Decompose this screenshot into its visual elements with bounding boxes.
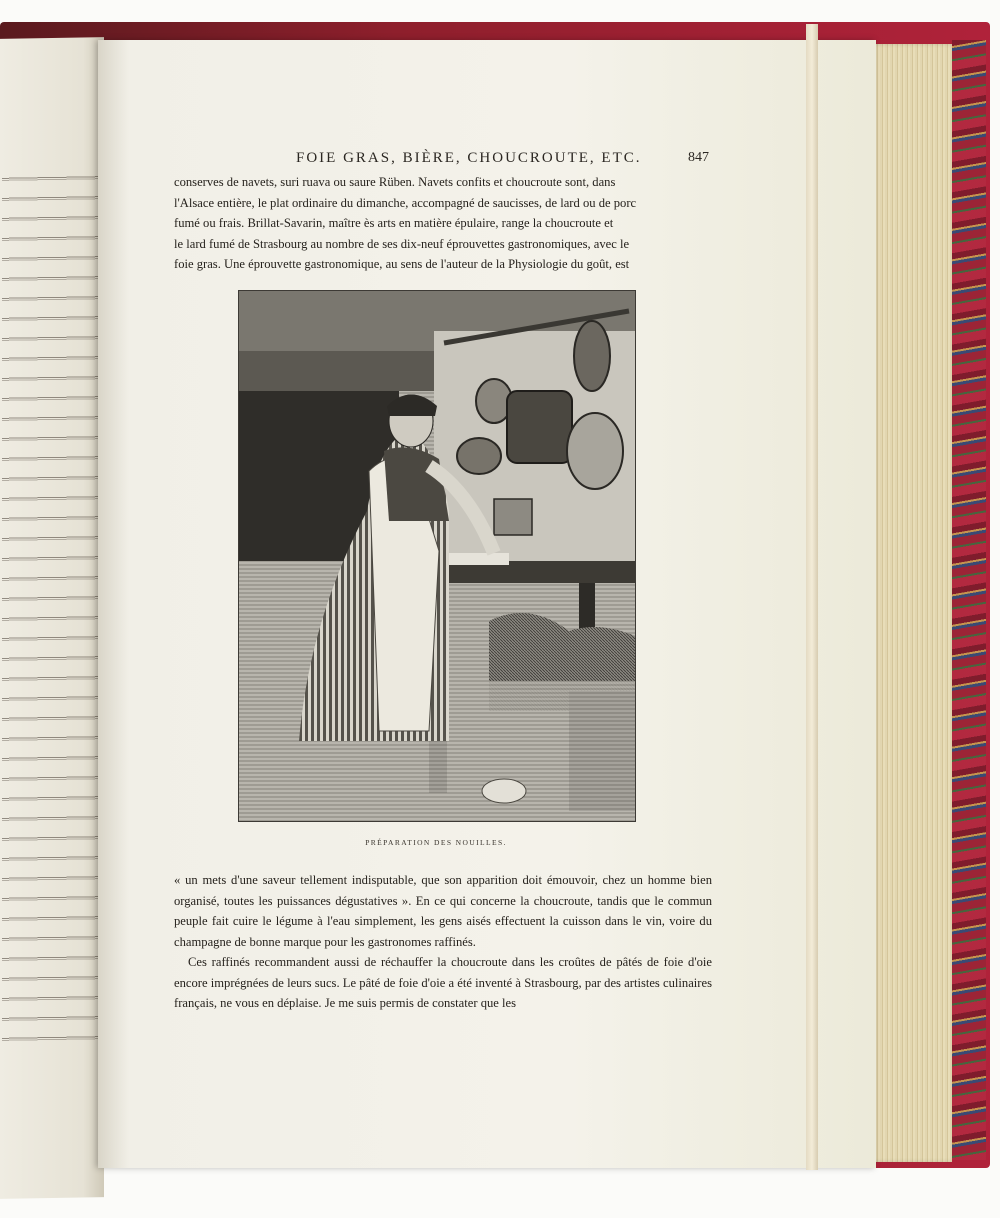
body-text-top (174, 172, 712, 275)
left-page-text-lines (2, 167, 98, 1049)
bookmark-ribbon (806, 24, 818, 1170)
text-line: foie gras. Une éprouvette gastronomique, au sens de l'auteur de la Physiologie du goût, est (174, 257, 630, 271)
running-head: FOIE GRAS, BIÈRE, CHOUCROUTE, ETC. (296, 150, 642, 166)
page-block-edges (870, 44, 952, 1162)
text-line: l'Alsace entière, le plat ordinaire du dimanche, accompagné de saucisses, de lard ou de porc (174, 195, 637, 210)
marbled-edge (952, 40, 986, 1160)
page-number: 847 (688, 150, 709, 165)
text-line: conserves de navets, suri ruava ou saure Rüben. Navets confits et choucroute sont, dans (174, 175, 616, 189)
body-text-bottom (174, 870, 712, 1014)
text-line: fumé ou frais. Brillat-Savarin, maître ès arts en matière épulaire, range la choucroute et (174, 216, 614, 230)
text-line: le lard fumé de Strasbourg au nombre de ses dix-neuf éprouvettes gastronomiques, avec le (174, 236, 630, 251)
engraving-illustration (238, 290, 636, 822)
left-page (0, 37, 104, 1199)
kitchen-scene-image (239, 291, 635, 821)
figure-caption: PRÉPARATION DES NOUILLES. (365, 838, 507, 847)
paragraph: « un mets d'une saveur tellement indisputable, que son apparition doit émouvoir, chez un homme bien organisé, toutes les puissances dégustatives ». En ce qui concerne la choucroute, tandis que le commun peuple fait cuire le légume à l'eau simplement, les gens aisés effectuent la cuisson dans le vin, voire du champagne de bonne marque pour les gastronomes raffinés. (174, 873, 712, 949)
paragraph: Ces raffinés recommandent aussi de réchauffer la choucroute dans les croûtes de pâtés de foie d'oie encore imprégnées de leurs sucs. Le pâté de foie d'oie a été inventé à Strasbourg, par des artistes culinaires français, ne vous en déplaise. Je me suis permis de constater que les (174, 955, 712, 1010)
